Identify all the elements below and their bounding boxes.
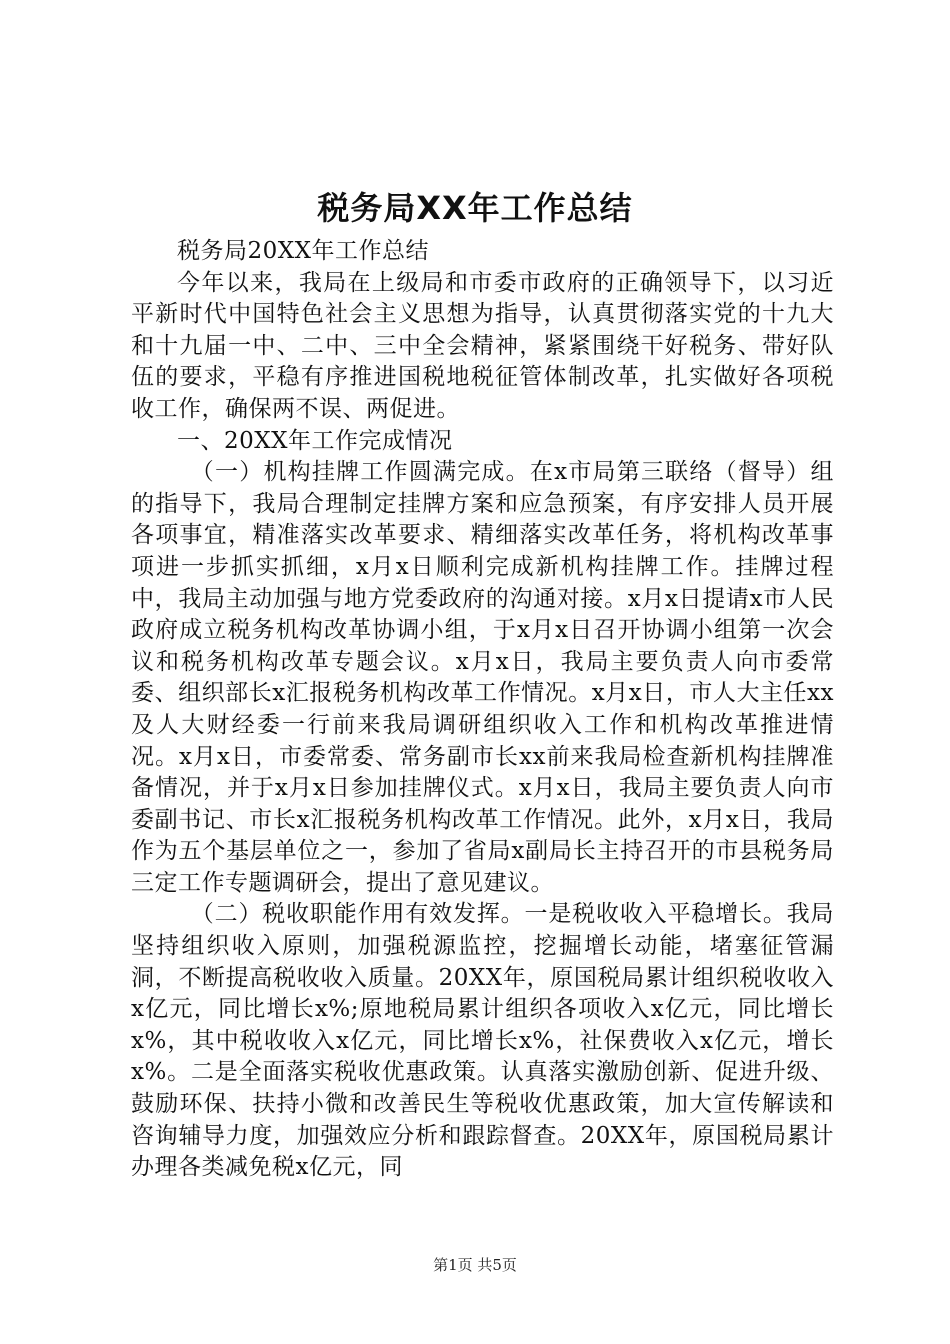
section-1-paragraph: （一）机构挂牌工作圆满完成。在x市局第三联络（督导）组的指导下，我局合理制定挂牌方案和应急预案，有序安排人员开展各项事宜，精准落实改革要求、精细落实改革任务，将机构改革事项进一步抓实抓细，x月x日顺利完成新机构挂牌工作。挂牌过程中，我局主动加强与地方党委政府的沟通对接。x月x日提请x市人民政府成立税务机构改革协调小组，于x月x日召开协调小组第一次会议和税务机构改革专题会议。x月x日，我局主要负责人向市委常委、组织部长x汇报税务机构改革工作情况。x月x日，市人大主任xx及人大财经委一行前来我局调研组织收入工作和机构改革推进情况。x月x日，市委常委、常务副市长xx前来我局检查新机构挂牌准备情况，并于x月x日参加挂牌仪式。x月x日，我局主要负责人向市委副书记、市长x汇报税务机构改革工作情况。此外，x月x日，我局作为五个基层单位之一，参加了省局x副局长主持召开的市县税务局三定工作专题调研会，提出了意见建议。 [131,459,834,896]
section-2-paragraph: （二）税收职能作用有效发挥。一是税收收入平稳增长。我局坚持组织收入原则，加强税源监控，挖掘增长动能，堵塞征管漏洞，不断提高税收收入质量。20XX年，原国税局累计组织税收收入x亿元，同比增长x%;原地税局累计组织各项收入x亿元，同比增长x%，其中税收收入x亿元，同比增长x%，社保费收入x亿元，增长x%。二是全面落实税收优惠政策。认真落实激励创新、促进升级、鼓励环保、扶持小微和改善民生等税收优惠政策，加大宣传解读和咨询辅导力度，加强效应分析和跟踪督查。20XX年，原国税局累计办理各类减免税x亿元，同 [131,901,834,1181]
document-body [131,236,834,1184]
document-title: 税务局XX年工作总结 [317,189,633,227]
page-footer: 第1页 共5页 [433,1256,517,1274]
section-heading: 一、20XX年工作完成情况 [177,427,453,454]
intro-paragraph: 今年以来，我局在上级局和市委市政府的正确领导下，以习近平新时代中国特色社会主义思想为指导，认真贯彻落实党的十九大和十九届一中、二中、三中全会精神，紧紧围绕干好税务、带好队伍的要求，平稳有序推进国税地税征管体制改革，扎实做好各项税收工作，确保两不误、两促进。 [131,269,834,422]
subtitle-paragraph: 税务局20XX年工作总结 [177,238,430,264]
